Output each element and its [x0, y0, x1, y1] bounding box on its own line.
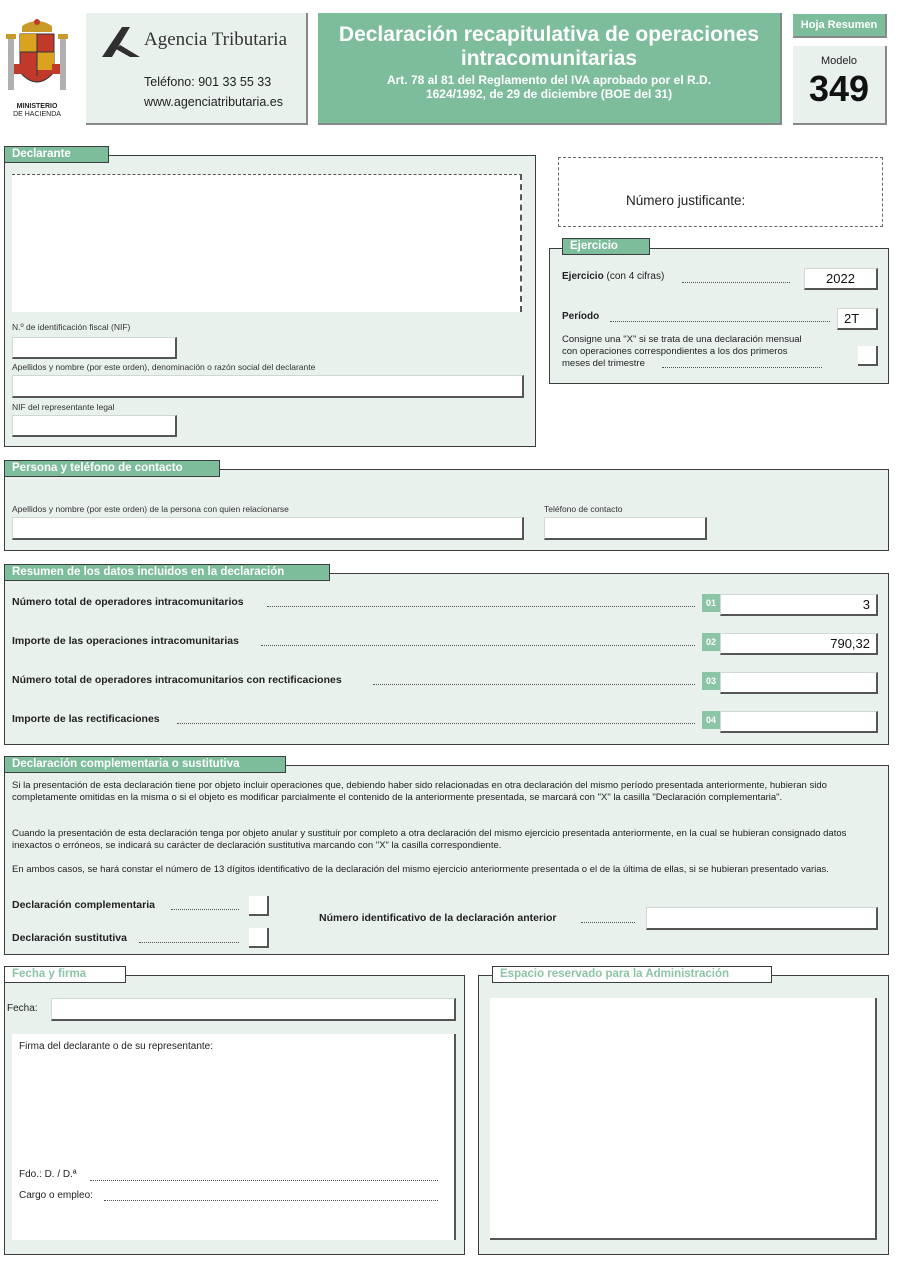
administracion-section [478, 975, 889, 1255]
agency-phone: Teléfono: 901 33 55 33 [144, 75, 272, 89]
complementaria-para2: Cuando la presentación de esta declaración tenga por objeto anular y sustituir por completo a otra declaración del mismo ejercicio presentada anteriormente, en la cual se hubieran consignado datos inexactos o erróneos, se indicará su carácter de declaración sustitutiva marcando con "X" la casilla correspondiente. [12, 828, 847, 851]
ejercicio-title: Ejercicio [562, 238, 650, 255]
complementaria-label: Declaración complementaria [12, 899, 155, 911]
modelo-number: 349 [808, 68, 870, 109]
coat-of-arms-icon [4, 16, 70, 102]
numero-anterior-dots [581, 922, 635, 923]
agency-name: Agencia Tributaria [144, 29, 288, 50]
resumen-value-02[interactable]: 790,32 [720, 633, 878, 655]
ministry-emblem [4, 16, 70, 102]
form-title-line1: Declaración recapitulativa de operaciones [338, 23, 760, 46]
mensual-line2: con operaciones correspondientes a los dos primeros [562, 346, 788, 357]
ejercicio-label: Ejercicio [562, 271, 604, 282]
hoja-resumen-badge: Hoja Resumen [793, 14, 887, 38]
resumen-section [4, 573, 889, 745]
complementaria-para1: Si la presentación de esta declaración tiene por objeto incluir operaciones que, debiendo haber sido relacionadas en otra declaración del mismo período presentada anteriormente, hubieran sido completamente omitidas en la misma o si el objeto es modificar parcialmente el contenido de la anteriormente presentada, se marcará con "X" la casilla "Declaración complementaria". [12, 780, 827, 803]
resumen-row-dots [177, 723, 695, 724]
mensual-line3: meses del trimestre [562, 358, 645, 369]
numero-anterior-field[interactable] [646, 907, 878, 930]
administracion-area [490, 998, 877, 1240]
sustitutiva-label: Declaración sustitutiva [12, 932, 127, 944]
resumen-row-dots [261, 645, 695, 646]
fecha-label: Fecha: [7, 1003, 38, 1014]
justificante-label: Número justificante: [626, 193, 746, 208]
agency-website: www.agenciatributaria.es [144, 95, 283, 109]
ejercicio-label-group [562, 271, 664, 282]
contacto-phone-label: Teléfono de contacto [544, 504, 623, 514]
declarante-name-field[interactable] [12, 375, 524, 398]
modelo-label: Modelo [820, 55, 858, 67]
agencia-logo-icon [100, 25, 144, 59]
resumen-row-label: Importe de las operaciones intracomunitarias [12, 635, 239, 647]
firma-box[interactable] [12, 1034, 456, 1240]
complementaria-dots [171, 909, 239, 910]
ejercicio-section [549, 248, 889, 384]
box-number-03: 03 [702, 672, 720, 690]
resumen-row-dots [373, 684, 695, 685]
periodo-field[interactable]: 2T [837, 308, 878, 330]
complementaria-section [4, 765, 889, 955]
cargo-label: Cargo o empleo: [19, 1190, 93, 1201]
form-title-box [318, 13, 782, 125]
resumen-value-04[interactable] [720, 711, 878, 733]
mensual-text [562, 334, 802, 370]
ejercicio-dots [682, 282, 790, 283]
resumen-value-01[interactable]: 3 [720, 594, 878, 616]
fdo-label: Fdo.: D. / D.ª [19, 1169, 77, 1180]
firma-section [4, 975, 465, 1255]
box-number-04: 04 [702, 711, 720, 729]
rep-nif-field[interactable] [12, 415, 177, 437]
declarante-name-label: Apellidos y nombre (por este orden), denominación o razón social del declarante [12, 362, 316, 372]
rep-nif-label: NIF del representante legal [12, 402, 115, 412]
mensual-checkbox[interactable] [858, 346, 878, 366]
contacto-name-field[interactable] [12, 517, 524, 540]
ejercicio-hint: (con 4 cifras) [606, 271, 665, 282]
nif-field[interactable] [12, 337, 177, 359]
box-number-01: 01 [702, 594, 720, 612]
firma-label: Firma del declarante o de su representante: [19, 1041, 213, 1052]
administracion-title: Espacio reservado para la Administración [492, 966, 772, 983]
contacto-section [4, 469, 889, 551]
complementaria-checkbox[interactable] [249, 896, 269, 916]
form-subtitle-line1: Art. 78 al 81 del Reglamento del IVA aprobado por el R.D. [386, 73, 712, 87]
mensual-dots [662, 367, 822, 368]
numero-anterior-label: Número identificativo de la declaración anterior [319, 912, 557, 924]
resumen-row-label: Número total de operadores intracomunitarios con rectificaciones [12, 674, 342, 686]
ministry-line1: MINISTERIO [16, 103, 58, 110]
contacto-title: Persona y teléfono de contacto [4, 460, 220, 477]
mensual-line1: Consigne una "X" si se trata de una declaración mensual [562, 334, 802, 345]
modelo-box [793, 46, 887, 125]
declarante-title: Declarante [4, 146, 109, 163]
resumen-row-dots [267, 606, 695, 607]
contacto-name-label: Apellidos y nombre (por este orden) de la persona con quien relacionarse [12, 504, 289, 514]
complementaria-title: Declaración complementaria o sustitutiva [4, 756, 286, 773]
ejercicio-field[interactable]: 2022 [804, 268, 878, 290]
periodo-label: Período [562, 311, 600, 322]
cargo-line [104, 1200, 438, 1201]
sustitutiva-dots [139, 942, 239, 943]
declarante-section [4, 155, 536, 447]
resumen-value-03[interactable] [720, 672, 878, 694]
ministry-name [4, 103, 70, 119]
form-title-line2: intracomunitarias [460, 47, 638, 70]
resumen-row-label: Importe de las rectificaciones [12, 713, 160, 725]
resumen-row-label: Número total de operadores intracomunitarios [12, 596, 244, 608]
periodo-dots [610, 321, 830, 322]
fdo-line [90, 1180, 438, 1181]
firma-title: Fecha y firma [4, 966, 126, 983]
nif-label: N.º de identificación fiscal (NIF) [12, 322, 131, 332]
declarante-label-area[interactable] [12, 174, 522, 312]
justificante-box [558, 157, 883, 227]
resumen-title: Resumen de los datos incluidos en la declaración [4, 564, 330, 581]
form-subtitle-line2: 1624/1992, de 29 de diciembre (BOE del 31) [425, 87, 673, 101]
sustitutiva-checkbox[interactable] [249, 928, 269, 948]
fecha-field[interactable] [51, 998, 456, 1021]
box-number-02: 02 [702, 633, 720, 651]
agency-box [86, 13, 308, 125]
contacto-phone-field[interactable] [544, 517, 707, 540]
complementaria-para3: En ambos casos, se hará constar el número de 13 dígitos identificativo de la declaración del mismo ejercicio anteriormente presentada o el de la última de ellas, si se hubieran presentado varias. [12, 864, 829, 875]
ministry-line2: DE HACIENDA [13, 111, 61, 118]
